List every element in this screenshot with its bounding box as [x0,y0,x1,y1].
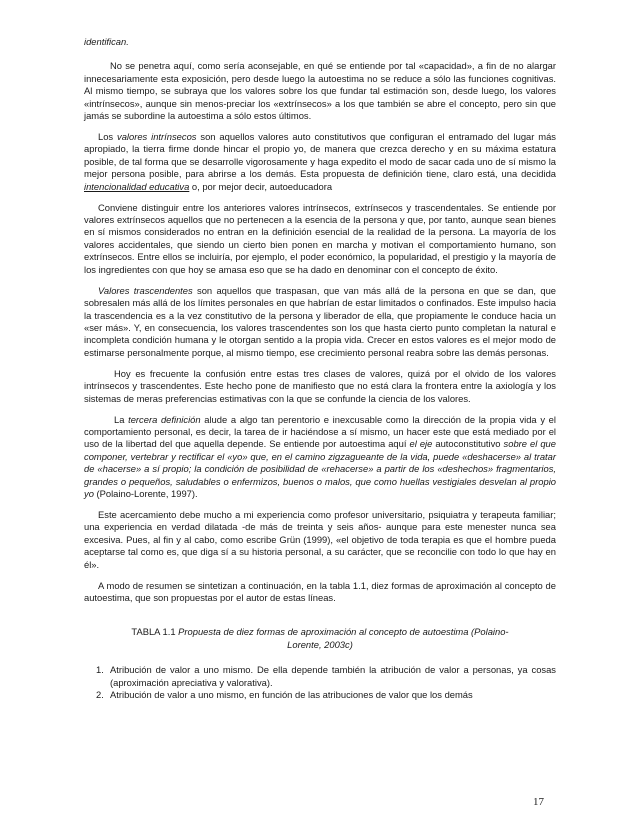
page-body [84,36,556,701]
list-item [88,664,556,689]
table-caption-title: Propuesta de diez formas de aproximación al concepto de autoestima (Polaino-Lorente, 2003c) [178,626,509,650]
table-caption-label: TABLA 1.1 [131,626,179,638]
list-item-text: Atribución de valor a uno mismo. De ella depende también la atribución de valor a personas, ya cosas (aproximación apreciativa y valorativa). [110,664,556,688]
paragraph-1: No se penetra aquí, como sería aconsejable, en qué se entiende por tal «capacidad», a fin de no alargar innecesariamente esta exposición, pero desde luego la autoestima no se reduce a sólo las funciones cognitivas. Al mismo tiempo, se subraya que los valores sobre los que fundar tal estimación son, desde luego, los valores «intrínsecos», aunque sin menos-preciar los «extrínsecos» a los que también se abre el concepto, pero sin que jamás se subordine la autoestima a sólo estos últimos. [84,60,556,122]
paragraph-6: La tercera definición alude a algo tan perentorio e inexcusable como la dirección de la propia vida y el comportamiento personal, es decir, la tarea de ir haciéndose a sí mismo, un hacer este que está mediado por el uso de la libertad del que aquella depende. Se entiende por autoestima aquí el eje autoconstitutivo sobre el que componer, vertebrar y rectificar el «yo» que, en el camino zigzagueante de la vida, puede «deshacerse» al tratar de «hacerse» a sí propio; la condición de posibilidad de «rehacerse» a partir de los «deshechos» fragmentarios, grandes o pequeños, saludables o enfermizos, buenos o malos, que como huellas vestigiales desvelan al propio yo (Polaino-Lorente, 1997). [84,413,556,499]
paragraph-intro [84,36,556,48]
paragraph-5: Hoy es frecuente la confusión entre estas tres clases de valores, quizá por el olvido de los valores intrínsecos y trascendentes. Este hecho pone de manifiesto que no está clara la frontera entre la axiología y los sistemas de meras preferencias estimativas con la que se confunde la ciencia de los valores. [84,367,556,404]
term-tercera-definicion: tercera definición [128,413,201,425]
term-valores-intrinsecos: valores intrínsecos [117,131,197,143]
paragraph-8: A modo de resumen se sintetizan a continuación, en la tabla 1.1, diez formas de aproximación al concepto de autoestima, que son propuestas por el autor de estas líneas. [84,579,556,603]
paragraph-7: Este acercamiento debe mucho a mi experiencia como profesor universitario, psiquiatra y terapeuta familiar; una experiencia en verdad dilatada -de más de treinta y seis años- aunque para este menester nunca sea excesiva. Pues, al fin y al cabo, como escribe Grün (1999), «el objetivo de toda terapia es que el hombre pueda aceptarse tal como es, que diga sí a su historia personal, a su carácter, que se reconcilie con todo lo que hay en él». [84,508,556,570]
page-number: 17 [533,796,544,808]
intro-text: identifican. [84,36,129,47]
paragraph-3: Conviene distinguir entre los anteriores valores intrínsecos, extrínsecos y trascendentales. Se entiende por valores extrínsecos aquellos que no pertenecen a la esencia de la persona y que, por tanto, aunque sean bienes en sí mismos considerados no entran en la definición esencial de la realidad de la persona. La mayoría de los valores accidentales, que siendo un cierto bien ponen en marcha y motivan el comportamiento humano, son extrínsecos. Entre ellos se incluiría, por ejemplo, el poder económico, la popularidad, el prestigio y la mayoría de los ingredientes con que hoy se amasa eso que se ha dado en denominar con el concepto de éxito. [84,201,556,275]
list-item-number: 2. [96,689,104,701]
list-item [88,689,556,701]
table-caption [124,626,516,651]
list-item-text: Atribución de valor a uno mismo, en función de las atribuciones de valor que los demás [110,689,473,701]
definition-quote: sobre el que componer, vertebrar y rectificar el «yo» que, en el camino zigzagueante de la vida, puede «deshacerse» al tratar de «hacerse» a sí propio; la condición de posibilidad de «rehacerse» a partir de los «deshechos» fragmentarios, grandes o pequeños, saludables o enfermizos, buenos o malos, que como huellas vestigiales desvelan al propio yo [84,438,556,499]
term-valores-trascendentes: Valores trascendentes [98,284,193,296]
approach-list [84,664,556,701]
paragraph-2: Los valores intrínsecos son aquellos valores auto constitutivos que configuran el entramado del lugar más apropiado, la tierra firme donde hincar el propio yo, de manera que crezca derecho y en su máxima estatura posible, de tal forma que se desarrolle vigorosamente y haga expedito el modo de sacar cada uno de sí mismo la mejor persona posible, para abrirse a los demás. Esta propuesta de definición tiene, claro está, una decidida intencionalidad educativa o, por mejor decir, autoeducadora [84,131,556,192]
paragraph-4: Valores trascendentes son aquellos que traspasan, que van más allá de la persona en que se dan, que sobresalen más allá de los límites personales en que habrían de estar limitados o confinados. Este impulso hacia la trascendencia es a la vez constitutivo de la persona y liberador de ella, que propiamente le conduce hacia un «ser más». Y, en consecuencia, los valores trascendentes son los que hasta cierto punto completan la natural e incompleta condición humana y le otorgan sentido a la propia vida. Crecer en estos valores es el mejor modo de estimarse personalmente porque, al mismo tiempo, ese crecimiento personal reabra sobre las demás personas. [84,284,557,358]
list-item-number: 1. [96,664,104,676]
term-intencionalidad-educativa: intencionalidad educativa [84,180,190,192]
